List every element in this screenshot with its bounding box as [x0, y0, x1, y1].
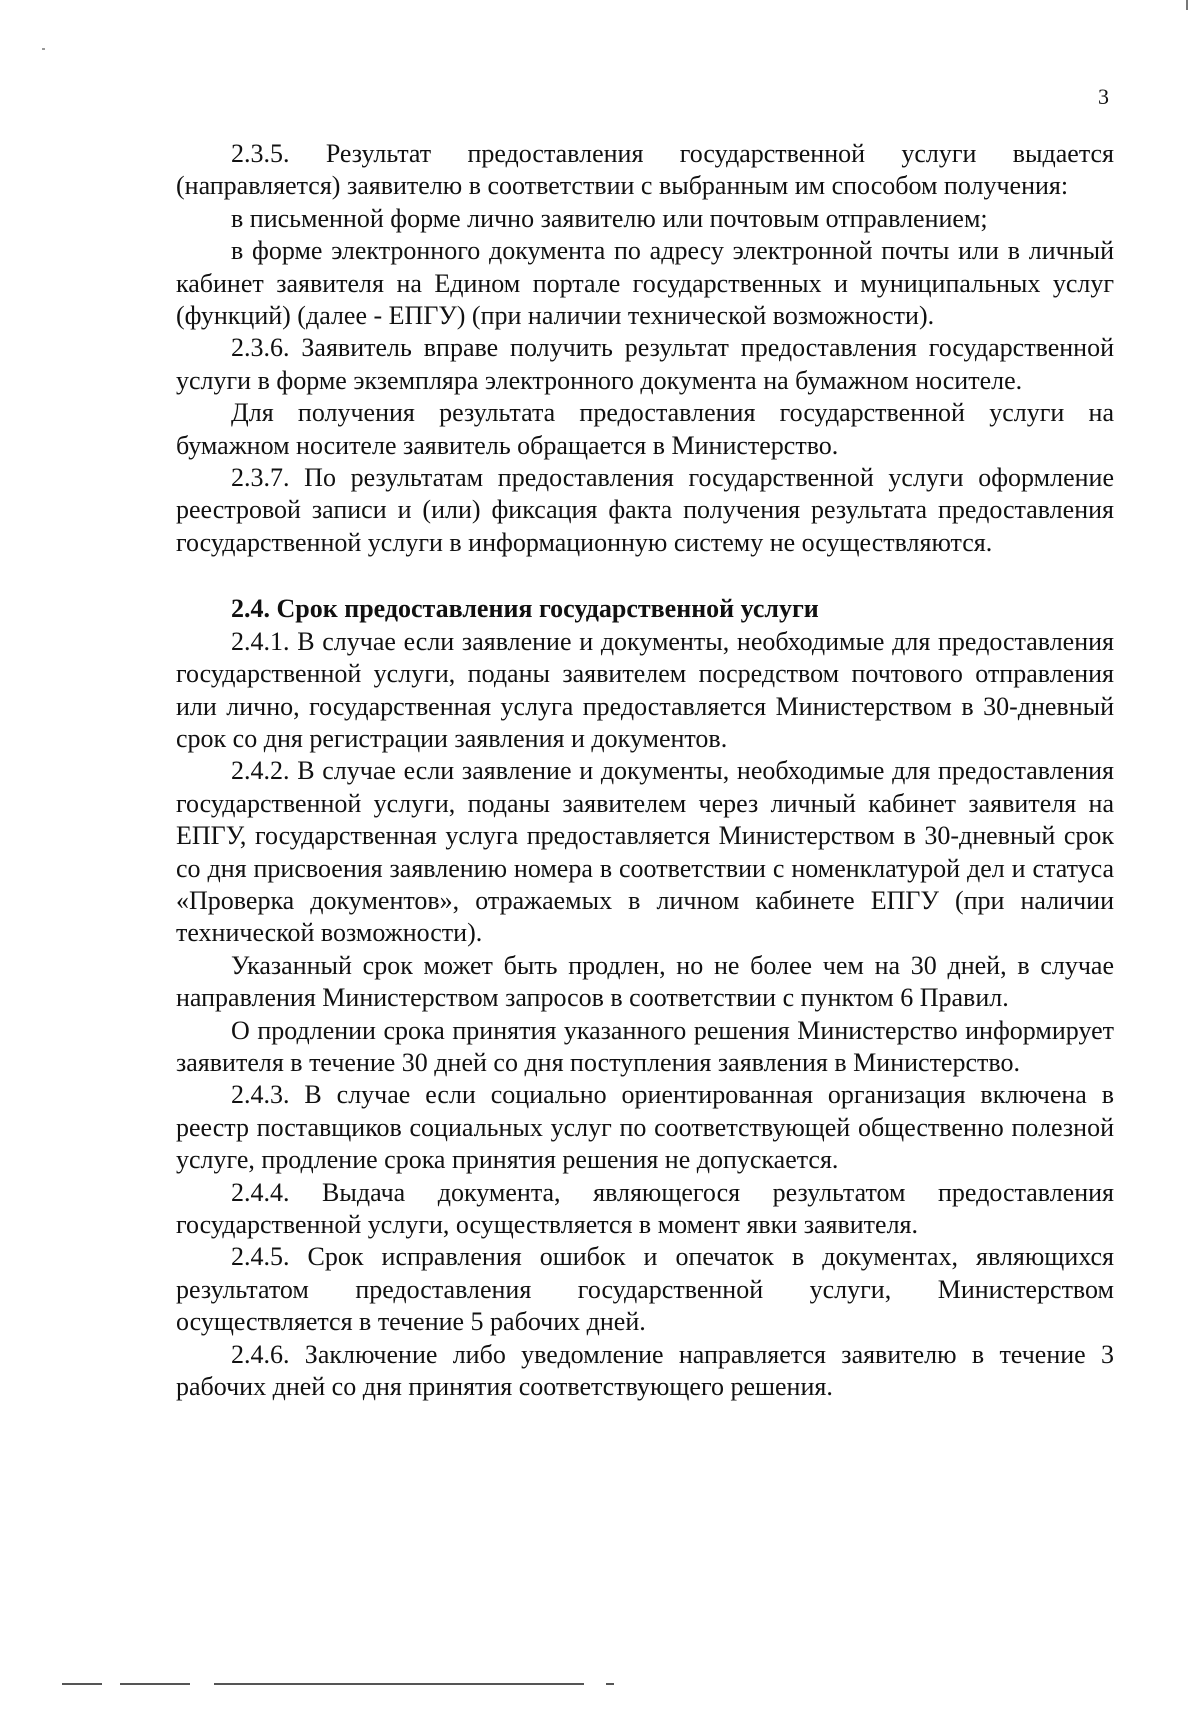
- paragraph-2-3-6: 2.3.6. Заявитель вправе получить результат предоставления государственной услуги в форме экземпляра электронного документа на бумажном носителе.: [176, 333, 1114, 395]
- paragraph-extension-notice: О продлении срока принятия указанного решения Министерство информирует заявителя в течение 30 дней со дня поступления заявления в Министерство.: [176, 1015, 1114, 1077]
- footer-rule-segment: [120, 1683, 190, 1685]
- document-body: [176, 138, 1114, 1403]
- paragraph-2-4-6: 2.4.6. Заключение либо уведомление направляется заявителю в течение 3 рабочих дней со дня принятия соответствующего решения.: [176, 1339, 1114, 1402]
- footer-rule-segment: [214, 1683, 584, 1685]
- paragraph-2-4-1: 2.4.1. В случае если заявление и документы, необходимые для предоставления государственной услуги, поданы заявителем посредством почтового отправления или лично, государственная услуга предоставляется Министерством в 30-дневный срок со дня регистрации заявления и документов.: [176, 626, 1114, 753]
- paragraph-2-4-5: 2.4.5. Срок исправления ошибок и опечаток в документах, являющихся результатом предоставления государственной услуги, Министерством осуществляется в течение 5 рабочих дней.: [176, 1242, 1114, 1337]
- paragraph-2-4-3: 2.4.3. В случае если социально ориентированная организация включена в реестр поставщиков социальных услуг по соответствующей общественно полезной услуге, продление срока принятия решения не допускается.: [176, 1080, 1114, 1175]
- footer-rule-segment: [62, 1683, 102, 1685]
- paragraph-2-4-4: 2.4.4. Выдача документа, являющегося результатом предоставления государственной услуги, осуществляется в момент явки заявителя.: [176, 1177, 1114, 1239]
- paragraph-2-3-7: 2.3.7. По результатам предоставления государственной услуги оформление реестровой записи и (или) фиксация факта получения результата предоставления государственной услуги в информационную систему не осуществляются.: [176, 463, 1114, 557]
- footer-rule-segment: [606, 1683, 614, 1685]
- scan-edge-mark: [1186, 0, 1188, 10]
- paragraph-2-4-2: 2.4.2. В случае если заявление и документы, необходимые для предоставления государственной услуги, поданы заявителем через личный кабинет заявителя на ЕПГУ, государственная услуга предоставляется Министерством в 30-дневный срок со дня присвоения заявлению номера в соответствии с номенклатурой дел и статуса «Проверка документов», отражаемых в личном кабинете ЕПГУ (при наличии технической возможности).: [176, 756, 1114, 948]
- scan-speck: [42, 48, 45, 50]
- paragraph-written-form: в письменной форме лично заявителю или почтовым отправлением;: [231, 203, 988, 233]
- paragraph-paper-result: Для получения результата предоставления государственной услуги на бумажном носителе заявитель обращается в Министерство.: [176, 398, 1114, 460]
- paragraph-extension-term: Указанный срок может быть продлен, но не более чем на 30 дней, в случае направления Министерством запросов в соответствии с пунктом 6 Правил.: [176, 950, 1114, 1013]
- paragraph-2-3-5: 2.3.5. Результат предоставления государственной услуги выдается (направляется) заявителю в соответствии с выбранным им способом получения:: [176, 139, 1114, 201]
- page-number: 3: [1098, 84, 1109, 109]
- section-heading-2-4: 2.4. Срок предоставления государственной услуги: [231, 594, 819, 624]
- paragraph-electronic-form: в форме электронного документа по адресу электронной почты или в личный кабинет заявителя на Едином портале государственных и муниципальных услуг (функций) (далее - ЕПГУ) (при наличии технической возможности).: [176, 236, 1114, 331]
